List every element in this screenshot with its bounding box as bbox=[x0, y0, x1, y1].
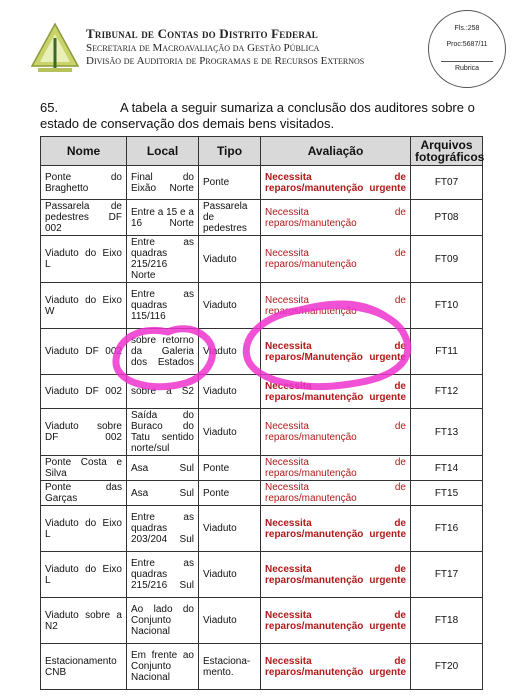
table-row bbox=[41, 552, 483, 598]
cell-local: Em frente ao Conjunto Nacional bbox=[127, 644, 199, 690]
col-header-nome: Nome bbox=[41, 137, 127, 166]
cell-tipo: Passarela de pedestres bbox=[199, 200, 261, 236]
table-row bbox=[41, 456, 483, 481]
table-row bbox=[41, 283, 483, 329]
table-body bbox=[41, 166, 483, 690]
cell-tipo: Ponte bbox=[199, 456, 261, 481]
cell-nome: Viaduto DF 002 bbox=[41, 375, 127, 409]
cell-nome: Viaduto sobre DF 002 bbox=[41, 409, 127, 456]
cell-nome: Ponte do Braghetto bbox=[41, 166, 127, 200]
cell-avaliacao: Necessita de reparos/manutenção bbox=[261, 409, 411, 456]
table-row bbox=[41, 481, 483, 506]
cell-tipo: Viaduto bbox=[199, 329, 261, 375]
table-row bbox=[41, 329, 483, 375]
cell-avaliacao: Necessita de reparos/Manutenção urgente bbox=[261, 329, 411, 375]
cell-arquivo: FT10 bbox=[411, 283, 483, 329]
table-row bbox=[41, 375, 483, 409]
col-header-tipo: Tipo bbox=[199, 137, 261, 166]
cell-nome: Viaduto DF 002 bbox=[41, 329, 127, 375]
table-row bbox=[41, 644, 483, 690]
cell-local: Asa Sul bbox=[127, 481, 199, 506]
cell-avaliacao: Necessita de reparos/manutenção urgente bbox=[261, 644, 411, 690]
cell-avaliacao: Necessita de reparos/manutenção bbox=[261, 456, 411, 481]
cell-arquivo: FT14 bbox=[411, 456, 483, 481]
cell-tipo: Ponte bbox=[199, 481, 261, 506]
stamp-proc: Proc:5687/11 bbox=[446, 41, 488, 48]
cell-avaliacao: Necessita de reparos/manutenção urgente bbox=[261, 166, 411, 200]
cell-avaliacao: Necessita de reparos/manutenção bbox=[261, 481, 411, 506]
cell-arquivo: FT16 bbox=[411, 506, 483, 552]
col-header-arquivos: Arquivos fotográficos bbox=[411, 137, 483, 166]
paragraph-65 bbox=[40, 100, 480, 132]
cell-nome: Viaduto do Eixo L bbox=[41, 506, 127, 552]
table-row bbox=[41, 409, 483, 456]
org-name: Tribunal de Contas do Distrito Federal bbox=[86, 26, 318, 41]
col-header-local: Local bbox=[127, 137, 199, 166]
cell-local: Saída do Buraco do Tatu sentido norte/sul bbox=[127, 409, 199, 456]
paragraph-number: 65. bbox=[40, 100, 59, 115]
table-row bbox=[41, 598, 483, 644]
table-row bbox=[41, 506, 483, 552]
table-row bbox=[41, 166, 483, 200]
cell-arquivo: FT15 bbox=[411, 481, 483, 506]
cell-avaliacao: Necessita de reparos/manutenção bbox=[261, 283, 411, 329]
table-row bbox=[41, 200, 483, 236]
cell-arquivo: FT12 bbox=[411, 375, 483, 409]
cell-tipo: Viaduto bbox=[199, 236, 261, 283]
cell-local: Entre as quadras 115/116 bbox=[127, 283, 199, 329]
page-stamp bbox=[428, 10, 506, 88]
assets-table bbox=[40, 136, 483, 690]
cell-arquivo: FT11 bbox=[411, 329, 483, 375]
cell-avaliacao: Necessita de reparos/manutenção urgente bbox=[261, 552, 411, 598]
cell-nome: Ponte Costa e Silva bbox=[41, 456, 127, 481]
cell-arquivo: FT20 bbox=[411, 644, 483, 690]
cell-tipo: Estaciona-mento. bbox=[199, 644, 261, 690]
cell-arquivo: PT08 bbox=[411, 200, 483, 236]
cell-tipo: Viaduto bbox=[199, 598, 261, 644]
cell-arquivo: FT13 bbox=[411, 409, 483, 456]
cell-nome: Viaduto do Eixo L bbox=[41, 552, 127, 598]
cell-avaliacao: Necessita de reparos/manutenção bbox=[261, 200, 411, 236]
cell-avaliacao: Necessita de reparos/manutenção urgente bbox=[261, 375, 411, 409]
cell-local: Final do Eixão Norte bbox=[127, 166, 199, 200]
cell-tipo: Viaduto bbox=[199, 375, 261, 409]
table-header-row bbox=[41, 137, 483, 166]
cell-local: sobre retorno da Galeria dos Estados bbox=[127, 329, 199, 375]
cell-nome: Viaduto do Eixo L bbox=[41, 236, 127, 283]
letterhead bbox=[86, 26, 364, 68]
cell-local: Ao lado do Conjunto Nacional bbox=[127, 598, 199, 644]
stamp-fls: Fls.:258 bbox=[454, 25, 480, 32]
cell-tipo: Viaduto bbox=[199, 283, 261, 329]
cell-local: Entre a 15 e a 16 Norte bbox=[127, 200, 199, 236]
cell-avaliacao: Necessita de reparos/manutenção urgente bbox=[261, 506, 411, 552]
cell-tipo: Ponte bbox=[199, 166, 261, 200]
cell-local: Entre as quadras 203/204 Sul bbox=[127, 506, 199, 552]
cell-avaliacao: Necessita de reparos/manutenção bbox=[261, 236, 411, 283]
cell-nome: Viaduto do Eixo W bbox=[41, 283, 127, 329]
cell-local: Entre as quadras 215/216 Norte bbox=[127, 236, 199, 283]
stamp-rubrica: Rubrica bbox=[454, 65, 480, 72]
cell-tipo: Viaduto bbox=[199, 506, 261, 552]
cell-nome: Passarela de pedestres DF 002 bbox=[41, 200, 127, 236]
paragraph-text: A tabela a seguir sumariza a conclusão dos auditores sobre o estado de conservação dos demais bens visitados. bbox=[40, 100, 475, 131]
cell-tipo: Viaduto bbox=[199, 552, 261, 598]
tcdf-logo-icon bbox=[30, 22, 80, 76]
cell-arquivo: FT09 bbox=[411, 236, 483, 283]
cell-arquivo: FT17 bbox=[411, 552, 483, 598]
cell-tipo: Viaduto bbox=[199, 409, 261, 456]
cell-local: Asa Sul bbox=[127, 456, 199, 481]
secretaria-name: Secretaria de Macroavaliação da Gestão Pública bbox=[86, 42, 320, 54]
cell-arquivo: FT18 bbox=[411, 598, 483, 644]
cell-nome: Viaduto sobre a N2 bbox=[41, 598, 127, 644]
cell-arquivo: FT07 bbox=[411, 166, 483, 200]
cell-local: Entre as quadras 215/216 Sul bbox=[127, 552, 199, 598]
stamp-signature-line bbox=[441, 61, 493, 62]
divisao-name: Divisão de Auditoria de Programas e de Recursos Externos bbox=[86, 55, 365, 67]
cell-local: sobre a S2 bbox=[127, 375, 199, 409]
table-row bbox=[41, 236, 483, 283]
cell-nome: Estacionamento CNB bbox=[41, 644, 127, 690]
cell-avaliacao: Necessita de reparos/manutenção urgente bbox=[261, 598, 411, 644]
col-header-avaliacao: Avaliação bbox=[261, 137, 411, 166]
cell-nome: Ponte das Garças bbox=[41, 481, 127, 506]
